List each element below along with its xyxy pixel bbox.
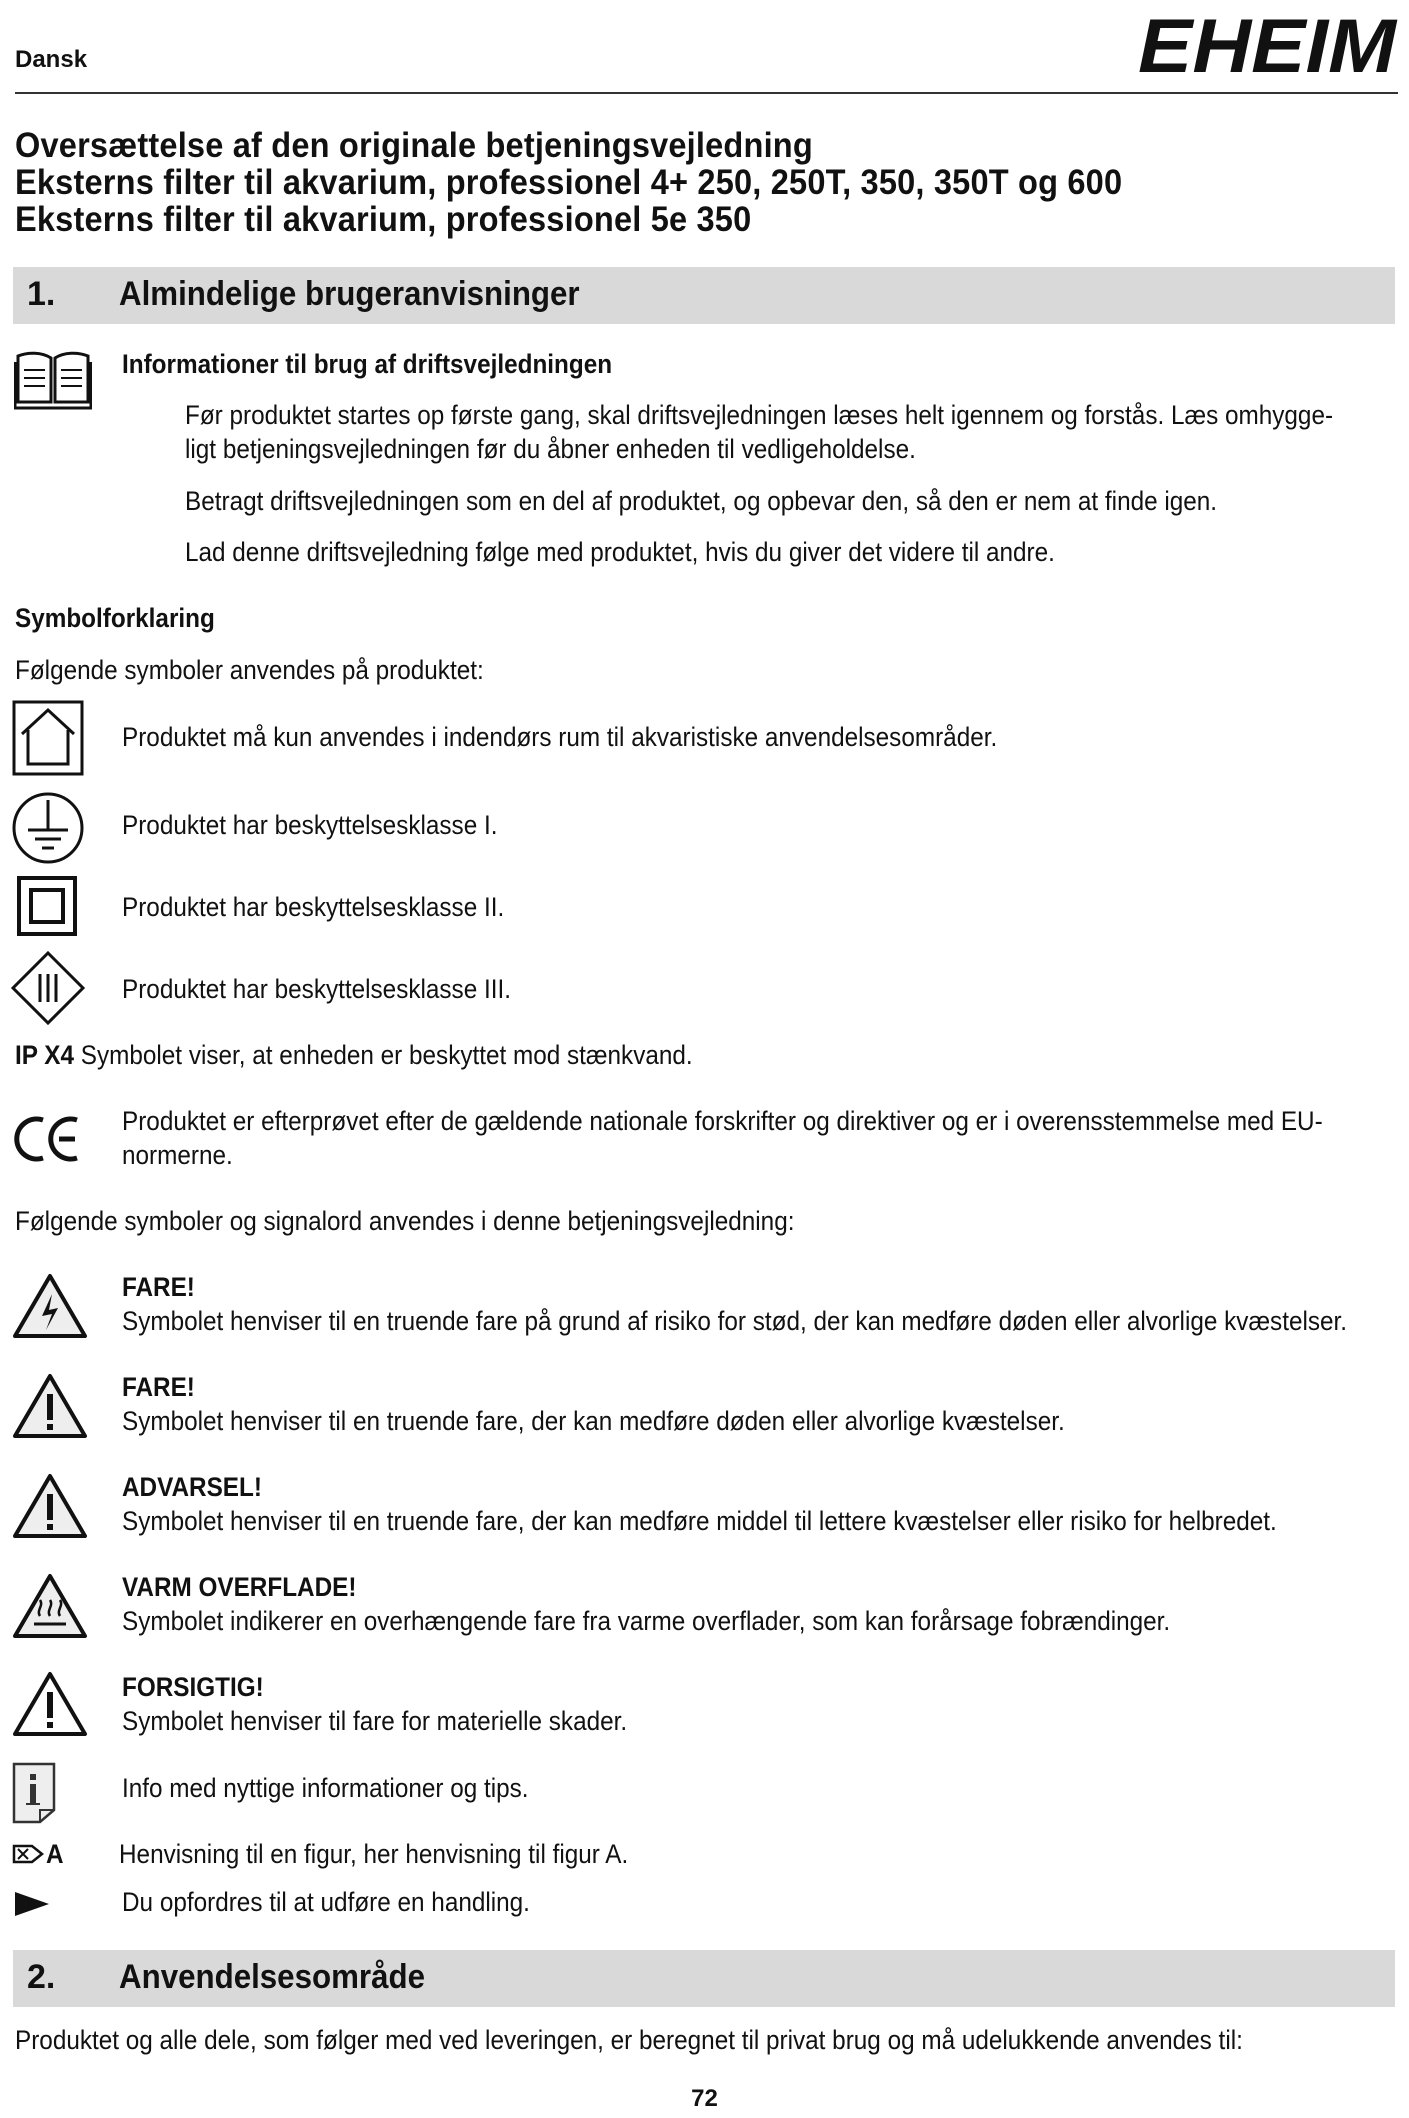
manual-book-icon <box>14 350 92 410</box>
section-2-header <box>13 1950 1395 2007</box>
ce-text-line-1: Produktet er efterprøvet efter de gældende nationale forskrifter og direktiver og er i overensstemmelse med EU- <box>122 1106 1323 1136</box>
ip-x4-row <box>15 1038 693 1072</box>
info-heading: Informationer til brug af driftsvejledningen <box>122 349 613 379</box>
protection-class-2-icon <box>17 876 77 936</box>
action-text: Du opfordres til at udføre en handling. <box>122 1887 530 1917</box>
danger-warning-icon <box>12 1372 88 1440</box>
protection-class-3-icon <box>10 950 86 1026</box>
signal-1-word: FARE! <box>122 1272 195 1302</box>
symbol-heading: Symbolforklaring <box>15 603 215 633</box>
indoor-use-icon <box>12 700 84 776</box>
signal-5-text: Symbolet henviser til fare for materielle skader. <box>122 1706 628 1736</box>
section-2-text: Produktet og alle dele, som følger med ved leveringen, er beregnet til privat brug og må udelukkende anvendes til: <box>15 2025 1243 2055</box>
section-2-number: 2. <box>27 1958 56 1996</box>
brand-name: EHEIM <box>1138 8 1398 82</box>
doc-title-line-1: Oversættelse af den originale betjeningsvejledning <box>15 126 813 165</box>
ce-text-line-2: normerne. <box>122 1140 233 1170</box>
class-1-text: Produktet har beskyttelsesklasse I. <box>122 810 498 840</box>
signal-5-word: FORSIGTIG! <box>122 1672 264 1702</box>
page-number: 72 <box>691 2085 718 2112</box>
info-paragraph-1-line-2: ligt betjeningsvejledningen før du åbner enheden til vedligeholdelse. <box>185 434 916 464</box>
info-tip-text: Info med nyttige informationer og tips. <box>122 1773 529 1803</box>
signal-4-word: VARM OVERFLADE! <box>122 1572 357 1602</box>
electric-shock-warning-icon <box>12 1272 88 1340</box>
class-2-text: Produktet har beskyttelsesklasse II. <box>122 892 505 922</box>
hot-surface-warning-icon <box>12 1572 88 1640</box>
section-1-title: Almindelige brugeranvisninger <box>119 275 580 313</box>
info-paragraph-1-line-1: Før produktet startes op første gang, skal driftsvejledningen læses helt igennem og forstås. Læs omhygge- <box>185 400 1334 430</box>
signal-3-text: Symbolet henviser til en truende fare, der kan medføre middel til lettere kvæstelser eller risiko for helbredet. <box>122 1506 1277 1536</box>
figure-reference-label: A <box>46 1839 64 1869</box>
caution-icon <box>12 1670 88 1738</box>
ce-mark-icon <box>13 1114 83 1164</box>
signal-2-text: Symbolet henviser til en truende fare, der kan medføre døden eller alvorlige kvæstelser. <box>122 1406 1065 1436</box>
action-arrow-icon <box>13 1890 51 1918</box>
protection-class-1-icon <box>10 790 86 866</box>
warning-icon <box>12 1472 88 1540</box>
language-label: Dansk <box>15 46 88 73</box>
header-divider <box>15 92 1398 94</box>
signal-intro: Følgende symboler og signalord anvendes i denne betjeningsvejledning: <box>15 1206 795 1236</box>
signal-4-text: Symbolet indikerer en overhængende fare fra varme overflader, som kan forårsage fobrændinger. <box>122 1606 1171 1636</box>
symbols-intro: Følgende symboler anvendes på produktet: <box>15 655 484 685</box>
doc-title-line-2: Eksterns filter til akvarium, professionel 4+ 250, 250T, 350, 350T og 600 <box>15 163 1123 202</box>
indoor-symbol-text: Produktet må kun anvendes i indendørs rum til akvaristiske anvendelsesområder. <box>122 722 998 752</box>
section-2-title: Anvendelsesområde <box>119 1958 425 1996</box>
info-paragraph-2: Betragt driftsvejledningen som en del af produktet, og opbevar den, så den er nem at finde igen. <box>185 486 1218 516</box>
signal-1-text: Symbolet henviser til en truende fare på grund af risiko for stød, der kan medføre døden eller alvorlige kvæstelser. <box>122 1306 1348 1336</box>
signal-3-word: ADVARSEL! <box>122 1472 262 1502</box>
class-3-text: Produktet har beskyttelsesklasse III. <box>122 974 511 1004</box>
doc-title-line-3: Eksterns filter til akvarium, professionel 5e 350 <box>15 200 752 239</box>
section-1-number: 1. <box>27 275 56 313</box>
ip-x4-label: IP X4 <box>15 1040 75 1070</box>
figure-reference-icon <box>12 1842 44 1866</box>
signal-2-word: FARE! <box>122 1372 195 1402</box>
section-1-header <box>13 267 1395 324</box>
eheim-logo <box>1136 8 1398 82</box>
info-note-icon <box>10 1760 58 1826</box>
figure-reference-text: Henvisning til en figur, her henvisning til figur A. <box>119 1839 629 1869</box>
info-paragraph-3: Lad denne driftsvejledning følge med produktet, hvis du giver det videre til andre. <box>185 537 1055 567</box>
ip-x4-text: Symbolet viser, at enheden er beskyttet mod stænkvand. <box>80 1040 693 1070</box>
